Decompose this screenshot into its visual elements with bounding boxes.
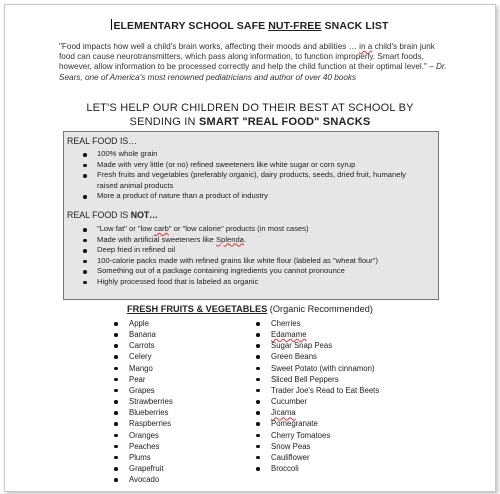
list-item: Raspberries [113,418,173,429]
spellcheck-edamame: Edamame [271,330,307,340]
list-item: Something out of a package containing ingredients you cannot pronounce [81,266,426,277]
subheading-prefix: SENDING IN [129,116,199,128]
list-item: Fresh fruits and vegetables (preferably organic), dairy products, seeds, dried fruit, humanely raised animal products [81,170,426,191]
document-page [4,4,496,492]
list-item [255,407,401,418]
list-item: Celery [113,351,173,362]
list-item: Oranges [113,430,173,441]
spellcheck-splenda: Splenda [216,234,244,244]
list-item: Cherry Tomatoes [255,430,401,441]
title-nut-free: NUT-FREE [268,20,322,32]
real-food-is-not-heading [67,210,158,220]
quote-paragraph [59,42,447,83]
list-item: Green Beans [255,351,401,362]
list-item: Broccoli [255,463,401,474]
quote-text-1: "Food impacts how well a child's brain works, affecting their moods and abilities … [59,42,360,51]
list-item: Made with very little (or no) refined sweeteners like white sugar or corn syrup [81,160,426,171]
list-item: Deep fried in refined oil [81,245,426,256]
list-item: Carrots [113,340,173,351]
list-item: Peaches [113,441,173,452]
fruits-vegetables-title: FRESH FRUITS & VEGETABLES [127,304,268,314]
quote-spellcheck-in-a: in a [359,42,373,51]
list-item: Grapefruit [113,463,173,474]
real-food-is-heading [67,136,137,146]
item-text: "Low fat" or "low [97,224,155,233]
subheading-line-2 [5,115,495,129]
item-text: . [243,234,247,244]
list-item: Mango [113,363,173,374]
spellcheck-carb: carb [154,224,169,233]
subheading [5,101,495,129]
list-item: Snow Peas [255,441,401,452]
real-food-is-heading-ellipsis: … [128,136,138,146]
list-item: Banana [113,329,173,340]
title-text-2: SNACK LIST [321,20,389,32]
subheading-line-1: LET'S HELP OUR CHILDREN DO THEIR BEST AT SCHOOL BY [86,102,414,114]
fruits-vegetables-heading [5,304,495,314]
list-item: Pear [113,374,173,385]
list-item: Avocado [113,474,173,485]
list-item: Cherries [255,318,401,329]
list-item: Cucumber [255,396,401,407]
list-item: Apple [113,318,173,329]
list-item: Blueberries [113,407,173,418]
list-item: Sweet Potato (with cinnamon) [255,363,401,374]
quote-attribution: Dr. Sears, one of America's most renowned pediatricians and author of over 40 books [59,62,447,82]
fruits-list-left [113,318,173,485]
subheading-bold: SMART "REAL FOOD" SNACKS [198,116,371,128]
list-item: Cauliflower [255,452,401,463]
list-item: Trader Joe's Read to Eat Beets [255,385,401,396]
list-item: Strawberries [113,396,173,407]
list-item [81,235,426,246]
list-item [255,329,401,340]
spellcheck-jicama: Jicama [271,408,296,418]
real-food-is-not-heading-bold: NOT… [130,210,159,220]
list-item [81,224,426,235]
list-item: Highly processed food that is labeled as organic [81,277,426,288]
real-food-is-not-heading-text: REAL FOOD IS [67,210,131,220]
list-item: Sliced Bell Peppers [255,374,401,385]
list-item: More a product of nature than a product of industry [81,191,426,202]
list-item: Pomegranate [255,418,401,429]
list-item: 100-calorie packs made with refined grains like white flour (labeled as "wheat flour") [81,256,426,267]
fruits-vegetables-note: (Organic Recommended) [267,304,373,314]
list-item: Sugar Snap Peas [255,340,401,351]
item-text: Made with artificial sweeteners like [97,234,217,244]
list-item: Plums [113,452,173,463]
list-item: 100% whole grain [81,149,426,160]
vegetables-list-right [255,318,401,474]
real-food-is-heading-text: REAL FOOD IS [67,136,129,146]
title-text-1: ELEMENTARY SCHOOL SAFE [113,20,269,32]
document-title [5,19,495,32]
list-item: Grapes [113,385,173,396]
real-food-is-list [81,149,426,202]
item-text: " or "low calorie" products (in most cases) [168,224,309,233]
real-food-is-not-list [81,224,426,288]
quote-text-2: child's brain junk food can cause neurotransmitters, which pass along information, to function improperly. Smart foods, however, allow information to be processed correctly and help the child function at their optimal level." – [59,42,437,72]
